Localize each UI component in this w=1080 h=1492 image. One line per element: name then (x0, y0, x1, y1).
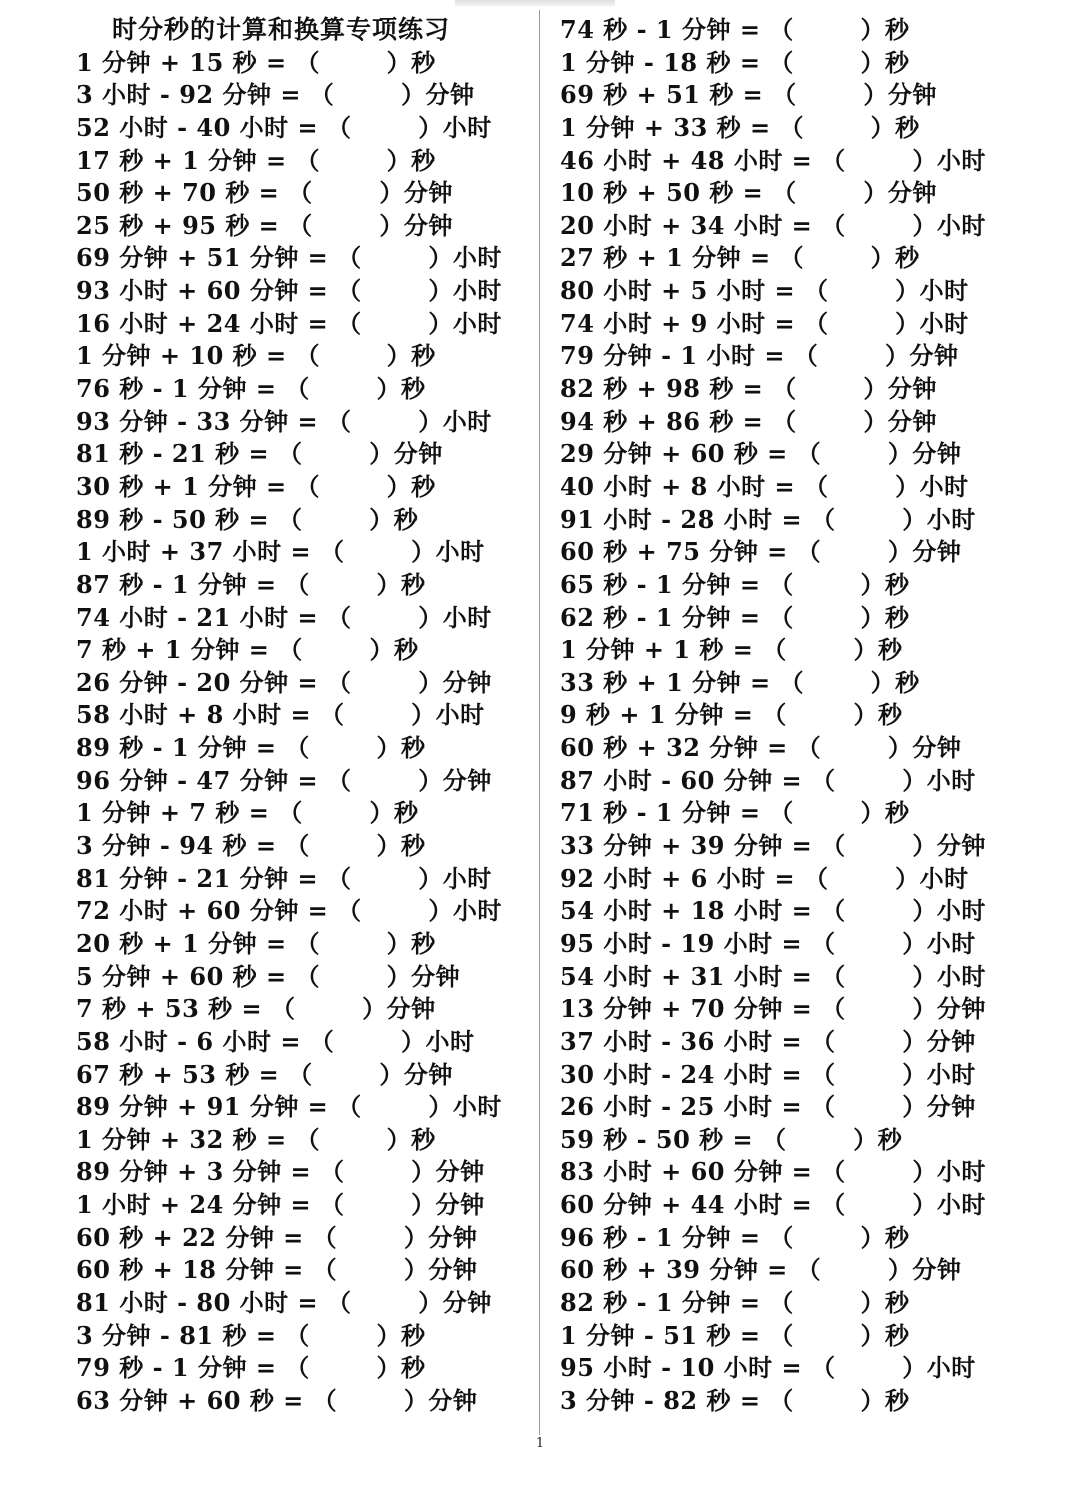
problem-row: 79 秒 - 1 分钟 = （ ）秒 (76, 1353, 426, 1383)
problem-row: 17 秒 + 1 分钟 = （ ）秒 (76, 145, 436, 175)
problem-row: 82 秒 + 98 秒 = （ ）分钟 (560, 374, 937, 404)
problem-row: 94 秒 + 86 秒 = （ ）分钟 (560, 406, 937, 436)
right-column (560, 14, 1060, 1418)
problem-row: 80 小时 + 5 小时 = （ ）小时 (560, 276, 969, 306)
problem-row: 60 秒 + 32 分钟 = （ ）分钟 (560, 733, 962, 763)
problem-row: 3 小时 - 92 分钟 = （ ）分钟 (76, 80, 475, 110)
problem-row: 74 小时 + 9 小时 = （ ）小时 (560, 308, 969, 338)
scan-header-smudge (455, 0, 615, 6)
problem-row: 67 秒 + 53 秒 = （ ）分钟 (76, 1059, 453, 1089)
problem-row: 1 分钟 + 1 秒 = （ ）秒 (560, 635, 903, 665)
problem-row: 89 分钟 + 3 分钟 = （ ）分钟 (76, 1157, 485, 1187)
problem-row: 46 小时 + 48 小时 = （ ）小时 (560, 145, 986, 175)
problem-row: 54 小时 + 18 小时 = （ ）小时 (560, 896, 986, 926)
problem-row: 89 分钟 + 91 分钟 = （ ）小时 (76, 1092, 502, 1122)
problem-row: 92 小时 + 6 小时 = （ ）小时 (560, 863, 969, 893)
problem-row: 60 秒 + 39 分钟 = （ ）分钟 (560, 1255, 962, 1285)
problem-row: 72 小时 + 60 分钟 = （ ）小时 (76, 896, 502, 926)
problem-row: 3 分钟 - 82 秒 = （ ）秒 (560, 1385, 910, 1415)
problem-row: 82 秒 - 1 分钟 = （ ）秒 (560, 1287, 910, 1317)
problem-row: 62 秒 - 1 分钟 = （ ）秒 (560, 602, 910, 632)
problem-row: 71 秒 - 1 分钟 = （ ）秒 (560, 798, 910, 828)
problem-row: 81 秒 - 21 秒 = （ ）分钟 (76, 439, 443, 469)
problem-row: 81 小时 - 80 小时 = （ ）分钟 (76, 1287, 492, 1317)
problem-row: 3 分钟 - 94 秒 = （ ）秒 (76, 831, 426, 861)
problem-row: 33 秒 + 1 分钟 = （ ）秒 (560, 667, 920, 697)
problem-row: 33 分钟 + 39 分钟 = （ ）分钟 (560, 831, 986, 861)
problem-row: 30 小时 - 24 小时 = （ ）小时 (560, 1059, 976, 1089)
problem-row: 1 分钟 + 10 秒 = （ ）秒 (76, 341, 436, 371)
problem-row: 89 秒 - 1 分钟 = （ ）秒 (76, 733, 426, 763)
problem-row: 69 秒 + 51 秒 = （ ）分钟 (560, 80, 937, 110)
worksheet-title: 时分秒的计算和换算专项练习 (112, 15, 451, 44)
left-column (76, 14, 532, 1418)
problem-row: 5 分钟 + 60 秒 = （ ）分钟 (76, 961, 461, 991)
problem-row: 1 分钟 - 18 秒 = （ ）秒 (560, 47, 910, 77)
problem-row: 30 秒 + 1 分钟 = （ ）秒 (76, 471, 436, 501)
problem-row: 20 小时 + 34 小时 = （ ）小时 (560, 210, 986, 240)
left-problem-list (76, 47, 532, 1418)
problem-row: 29 分钟 + 60 秒 = （ ）分钟 (560, 439, 962, 469)
problem-row: 26 小时 - 25 小时 = （ ）分钟 (560, 1092, 976, 1122)
problem-row: 1 小时 + 24 分钟 = （ ）分钟 (76, 1190, 485, 1220)
problem-row: 96 分钟 - 47 分钟 = （ ）分钟 (76, 765, 492, 795)
problem-row: 54 小时 + 31 小时 = （ ）小时 (560, 961, 986, 991)
problem-row: 1 分钟 - 51 秒 = （ ）秒 (560, 1320, 910, 1350)
problem-row: 27 秒 + 1 分钟 = （ ）秒 (560, 243, 920, 273)
column-divider (539, 10, 540, 1435)
problem-row: 1 分钟 + 32 秒 = （ ）秒 (76, 1124, 436, 1154)
problem-row: 87 秒 - 1 分钟 = （ ）秒 (76, 569, 426, 599)
problem-row: 81 分钟 - 21 分钟 = （ ）小时 (76, 863, 492, 893)
problem-row: 93 分钟 - 33 分钟 = （ ）小时 (76, 406, 492, 436)
problem-row: 50 秒 + 70 秒 = （ ）分钟 (76, 178, 453, 208)
problem-row: 63 分钟 + 60 秒 = （ ）分钟 (76, 1385, 478, 1415)
problem-row: 20 秒 + 1 分钟 = （ ）秒 (76, 928, 436, 958)
problem-row: 60 秒 + 75 分钟 = （ ）分钟 (560, 537, 962, 567)
problem-row: 91 小时 - 28 小时 = （ ）小时 (560, 504, 976, 534)
problem-row: 9 秒 + 1 分钟 = （ ）秒 (560, 700, 903, 730)
problem-row: 96 秒 - 1 分钟 = （ ）秒 (560, 1222, 910, 1252)
problem-row: 7 秒 + 1 分钟 = （ ）秒 (76, 635, 419, 665)
problem-row: 60 秒 + 18 分钟 = （ ）分钟 (76, 1255, 478, 1285)
problem-row: 93 小时 + 60 分钟 = （ ）小时 (76, 276, 502, 306)
problem-row: 74 小时 - 21 小时 = （ ）小时 (76, 602, 492, 632)
problem-row: 37 小时 - 36 小时 = （ ）分钟 (560, 1026, 976, 1056)
problem-row: 1 分钟 + 33 秒 = （ ）秒 (560, 112, 920, 142)
problem-row: 76 秒 - 1 分钟 = （ ）秒 (76, 374, 426, 404)
right-problem-list (560, 14, 1060, 1418)
page-number: 1 (535, 1436, 545, 1451)
problem-row: 74 秒 - 1 分钟 = （ ）秒 (560, 15, 910, 44)
problem-row: 95 小时 - 10 小时 = （ ）小时 (560, 1353, 976, 1383)
problem-row: 60 秒 + 22 分钟 = （ ）分钟 (76, 1222, 478, 1252)
problem-row: 89 秒 - 50 秒 = （ ）秒 (76, 504, 419, 534)
problem-row: 26 分钟 - 20 分钟 = （ ）分钟 (76, 667, 492, 697)
problem-row: 52 小时 - 40 小时 = （ ）小时 (76, 112, 492, 142)
problem-row: 10 秒 + 50 秒 = （ ）分钟 (560, 178, 937, 208)
problem-row: 95 小时 - 19 小时 = （ ）小时 (560, 928, 976, 958)
problem-row: 16 小时 + 24 小时 = （ ）小时 (76, 308, 502, 338)
problem-row: 87 小时 - 60 分钟 = （ ）小时 (560, 765, 976, 795)
problem-row: 58 小时 - 6 小时 = （ ）小时 (76, 1026, 475, 1056)
problem-row: 65 秒 - 1 分钟 = （ ）秒 (560, 569, 910, 599)
problem-row: 69 分钟 + 51 分钟 = （ ）小时 (76, 243, 502, 273)
problem-row: 1 小时 + 37 小时 = （ ）小时 (76, 537, 485, 567)
problem-row: 60 分钟 + 44 小时 = （ ）小时 (560, 1190, 986, 1220)
problem-row: 3 分钟 - 81 秒 = （ ）秒 (76, 1320, 426, 1350)
problem-row: 7 秒 + 53 秒 = （ ）分钟 (76, 994, 436, 1024)
problem-row: 79 分钟 - 1 小时 = （ ）分钟 (560, 341, 959, 371)
problem-row: 13 分钟 + 70 分钟 = （ ）分钟 (560, 994, 986, 1024)
problem-row: 83 小时 + 60 分钟 = （ ）小时 (560, 1157, 986, 1187)
problem-row: 40 小时 + 8 小时 = （ ）小时 (560, 471, 969, 501)
problem-row: 58 小时 + 8 小时 = （ ）小时 (76, 700, 485, 730)
problem-row: 25 秒 + 95 秒 = （ ）分钟 (76, 210, 453, 240)
problem-row: 59 秒 - 50 秒 = （ ）秒 (560, 1124, 903, 1154)
problem-row: 1 分钟 + 7 秒 = （ ）秒 (76, 798, 419, 828)
problem-row: 1 分钟 + 15 秒 = （ ）秒 (76, 47, 436, 77)
